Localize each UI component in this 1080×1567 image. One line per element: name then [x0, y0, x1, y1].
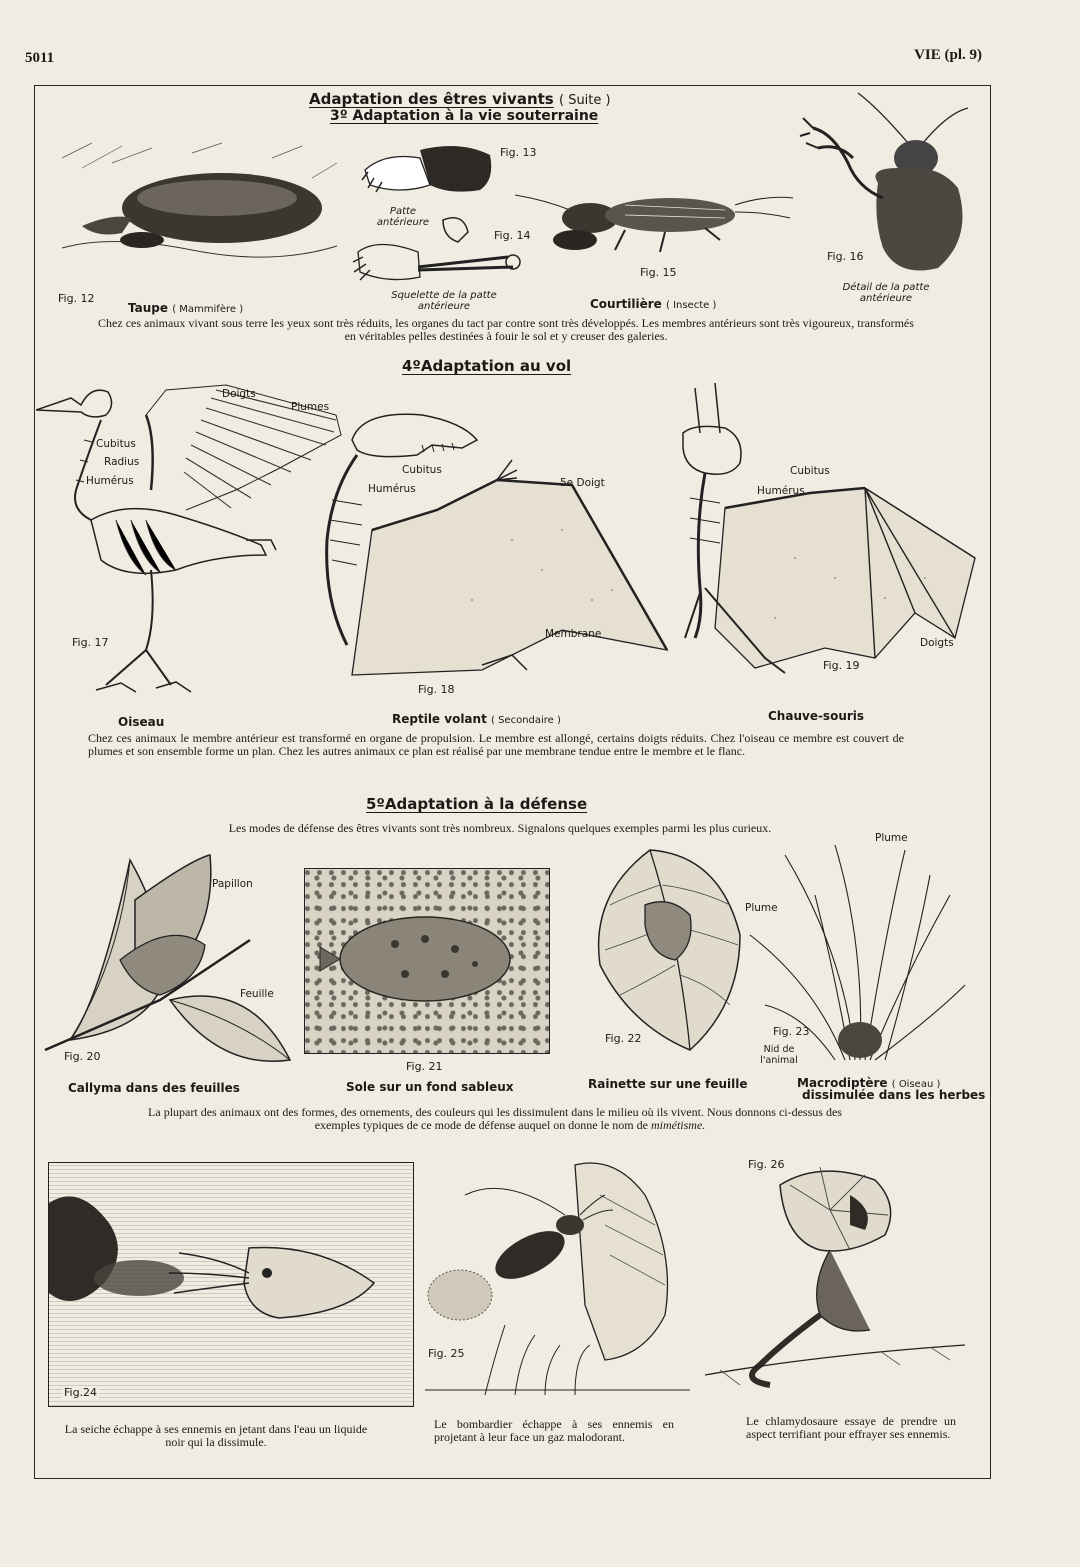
label-membrane: Membrane	[545, 628, 602, 640]
caption-fig21: Sole sur un fond sableux	[346, 1080, 514, 1094]
squelette-label: Squelette de la patte antérieure	[391, 290, 497, 312]
frilled-lizard-illustration	[700, 1155, 970, 1400]
section5-text2: exemples typiques de ce mode de défense auquel on donne le nom de mimétisme.	[314, 1118, 706, 1132]
fig22-label: Fig. 22	[605, 1032, 642, 1045]
pterosaur-illustration	[312, 400, 674, 700]
fig20-label: Fig. 20	[64, 1050, 101, 1063]
cuttlefish-illustration	[48, 1162, 414, 1407]
fig21-label: Fig. 21	[406, 1060, 443, 1073]
cricket-leg-detail-illustration	[798, 88, 973, 278]
chauve-caption: Chauve-souris	[768, 709, 865, 723]
label-nid: Nid de l'animal	[760, 1044, 798, 1066]
oiseau-caption: Oiseau	[118, 715, 165, 729]
reptile-caption: Reptile volant ( Secondaire )	[392, 712, 561, 726]
label-humerus-bird: Humérus	[86, 475, 134, 487]
label-cubitus-bird: Cubitus	[96, 438, 136, 450]
label-humerus-reptile: Humérus	[368, 483, 416, 495]
label-doigts-bat: Doigts	[920, 637, 954, 649]
fig25-label: Fig. 25	[428, 1347, 465, 1360]
section3-text: Chez ces animaux vivant sous terre les yeux sont très réduits, les organes du tact par contre sont très développés. Les membres antérieurs sont très vigoureux, transformés en véritables pelles destinées à fouir le sol et y creuser des galeries.	[98, 316, 914, 343]
label-humerus-bat: Humérus	[757, 485, 805, 497]
bird-skeleton-illustration	[36, 380, 346, 710]
detail-label: Détail de la patte antérieure	[842, 282, 930, 304]
caption-fig20: Callyma dans des feuilles	[68, 1081, 240, 1095]
caption-fig25: Le bombardier échappe à ses ennemis en projetant à leur face un gaz malodorant.	[434, 1417, 674, 1444]
section5-intro: Les modes de défense des êtres vivants sont très nombreux. Signalons quelques exemples parmi les plus curieux.	[228, 821, 772, 835]
label-5e-doigt: 5e Doigt	[560, 477, 605, 489]
butterfly-leaf-illustration	[40, 850, 300, 1070]
fig19-label: Fig. 19	[823, 659, 860, 672]
label-plumes: Plumes	[291, 401, 330, 413]
label-plume-top: Plume	[875, 832, 908, 844]
fig13-label: Fig. 13	[500, 146, 537, 159]
fig12-label: Fig. 12	[58, 292, 95, 305]
fig14-label: Fig. 14	[494, 229, 531, 242]
section5-text1: La plupart des animaux ont des formes, des ornements, des couleurs qui les dissimulent dans le milieu où ils vivent. Nous donnons ci-dessus des	[148, 1105, 842, 1119]
label-cubitus-bat: Cubitus	[790, 465, 830, 477]
section3-title: 3º Adaptation à la vie souterraine	[330, 108, 599, 124]
fig18-label: Fig. 18	[418, 683, 455, 696]
section5-title: 5ºAdaptation à la défense	[366, 795, 588, 813]
plate-label: VIE (pl. 9)	[914, 47, 982, 63]
caption-fig23a: Macrodiptère ( Oiseau )	[797, 1076, 941, 1090]
label-feuille: Feuille	[240, 988, 274, 1000]
label-plume-left: Plume	[745, 902, 778, 914]
mole-illustration	[52, 138, 342, 263]
taupe-caption: Taupe ( Mammifère )	[128, 301, 244, 315]
courtiliere-caption: Courtilière ( Insecte )	[590, 297, 717, 311]
caption-fig23b: dissimulée dans les herbes	[802, 1088, 986, 1102]
frog-leaf-illustration	[590, 845, 750, 1055]
sole-illustration	[304, 868, 550, 1054]
section4-title: 4ºAdaptation au vol	[402, 357, 572, 375]
label-cubitus-reptile: Cubitus	[402, 464, 442, 476]
mole-cricket-illustration	[515, 180, 795, 265]
bat-skeleton-illustration	[675, 378, 977, 698]
plate-title: Adaptation des êtres vivants ( Suite )	[309, 90, 611, 108]
caption-fig24: La seiche échappe à ses ennemis en jetant dans l'eau un liquide noir qui la dissimule.	[64, 1422, 368, 1449]
fig23-label: Fig. 23	[773, 1025, 810, 1038]
caption-fig22: Rainette sur une feuille	[588, 1077, 748, 1091]
fig24-label: Fig.24	[64, 1386, 98, 1399]
patte-label: Patte antérieure	[376, 206, 430, 228]
paw-skeleton-illustration	[348, 212, 528, 287]
fig17-label: Fig. 17	[72, 636, 109, 649]
fig26-label: Fig. 26	[748, 1158, 785, 1171]
label-papillon: Papillon	[212, 878, 253, 890]
fig15-label: Fig. 15	[640, 266, 677, 279]
label-radius: Radius	[104, 456, 140, 468]
page-number: 5011	[25, 50, 55, 66]
mole-paw-illustration	[360, 140, 500, 200]
fig16-label: Fig. 16	[827, 250, 864, 263]
caption-fig26: Le chlamydosaure essaye de prendre un aspect terrifiant pour effrayer ses ennemis.	[746, 1414, 956, 1441]
section4-text: Chez ces animaux le membre antérieur est transformé en organe de propulsion. Le membre est allongé, certains doigts réduits. Chez l'oiseau ce membre est couvert de plumes et son ensemble forme un plan. Chez les autres animaux ce plan est réalisé par une membrane tendue entre le membre et le flanc.	[88, 731, 904, 758]
bombardier-beetle-illustration	[425, 1155, 695, 1400]
label-doigts: Doigts	[222, 388, 256, 400]
